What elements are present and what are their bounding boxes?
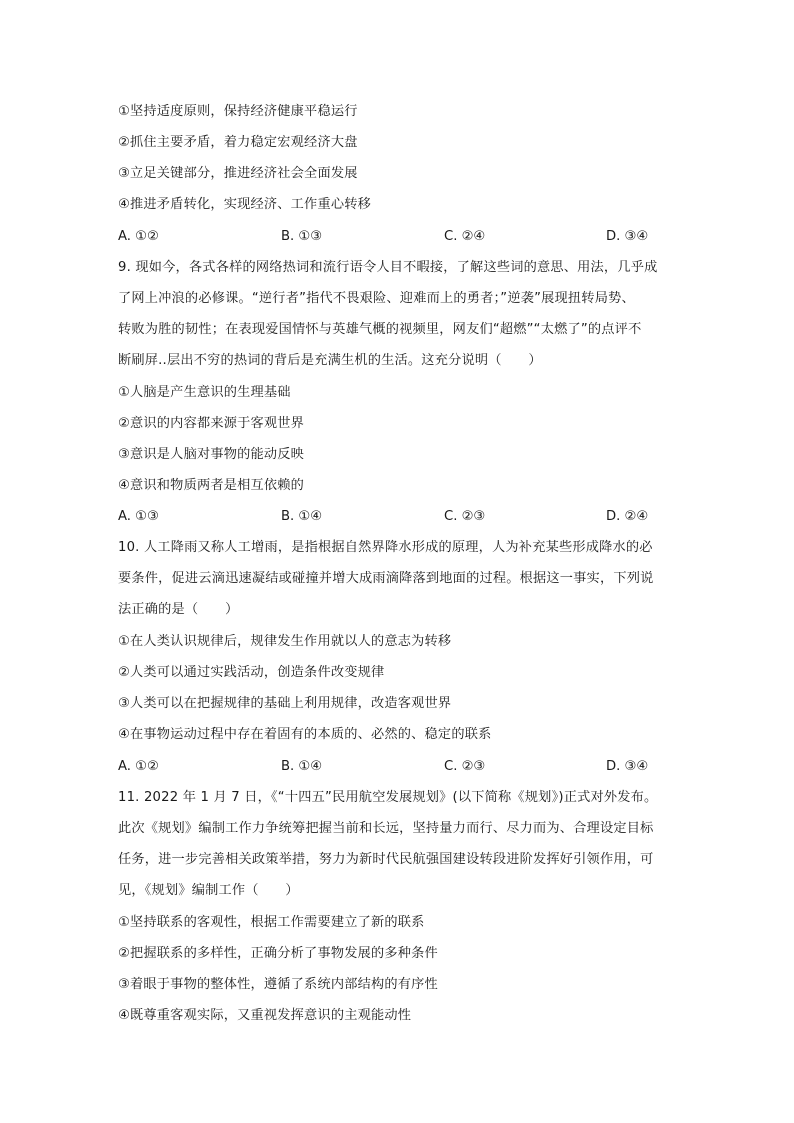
q11-option-3: ③着眼于事物的整体性，遵循了系统内部结构的有序性 (118, 977, 438, 992)
q8-option-3: ③立足关键部分，推进经济社会全面发展 (118, 166, 358, 181)
q9-choice-c: C. ②③ (444, 509, 486, 524)
q9-choice-d: D. ②④ (606, 509, 649, 524)
q9-option-2: ②意识的内容都来源于客观世界 (118, 416, 305, 431)
q8-choice-d: D. ③④ (606, 229, 649, 244)
q10-stem-line-2: 要条件，促进云滴迅速凝结或碰撞并增大成雨滴降落到地面的过程。根据这一事实，下列说 (118, 571, 654, 586)
q9-option-3: ③意识是人脑对事物的能动反映 (118, 447, 305, 462)
q10-option-2: ②人类可以通过实践活动，创造条件改变规律 (118, 665, 385, 680)
q10-choice-a: A. ①② (118, 759, 159, 774)
q9-choices (118, 507, 680, 527)
q10-choices (118, 757, 680, 777)
q9-stem-line-3: 转败为胜的韧性；在表现爱国情怀与英雄气概的视频里，网友们“超燃”“太燃了”的点评不 (118, 322, 642, 337)
q10-option-1: ①在人类认识规律后，规律发生作用就以人的意志为转移 (118, 634, 452, 649)
q11-stem-line-3: 任务，进一步完善相关政策举措，努力为新时代民航强国建设转段进阶发挥好引领作用，可 (118, 852, 654, 867)
q9-choice-b: B. ①④ (281, 509, 323, 524)
q10-choice-c: C. ②③ (444, 759, 486, 774)
q11-option-1: ①坚持联系的客观性，根据工作需要建立了新的联系 (118, 915, 425, 930)
q8-option-2: ②抓住主要矛盾，着力稳定宏观经济大盘 (118, 135, 358, 150)
q8-option-4: ④推进矛盾转化，实现经济、工作重心转移 (118, 197, 371, 212)
q8-option-1: ①坚持适度原则，保持经济健康平稳运行 (118, 104, 358, 119)
q9-stem-line-2: 了网上冲浪的必修课。“逆行者”指代不畏艰险、迎难而上的勇者；”逆袭”展现扭转局势、 (118, 291, 635, 306)
q10-choice-b: B. ①④ (281, 759, 323, 774)
q9-choice-a: A. ①③ (118, 509, 159, 524)
q10-option-3: ③人类可以在把握规律的基础上利用规律，改造客观世界 (118, 696, 452, 711)
q8-choices (118, 227, 680, 247)
q10-stem-line-1: 10. 人工降雨又称人工增雨，是指根据自然界降水形成的原理，人为补充某些形成降水的必 (118, 540, 653, 555)
q10-choice-d: D. ③④ (606, 759, 649, 774)
q11-stem-line-2: 此次《规划》编制工作力争统筹把握当前和长远，坚持量力而行、尽力而为、合理设定目标 (118, 821, 654, 836)
q9-option-1: ①人脑是产生意识的生理基础 (118, 385, 291, 400)
q11-stem-line-1: 11. 2022 年 1 月 7 日，《“十四五”民用航空发展规划》(以下简称《规划》)正式对外发布。 (118, 790, 658, 805)
q8-choice-c: C. ②④ (444, 229, 486, 244)
q8-choice-a: A. ①② (118, 229, 159, 244)
q10-option-4: ④在事物运动过程中存在着固有的本质的、必然的、稳定的联系 (118, 727, 492, 742)
q10-stem-line-3: 法正确的是（ ） (118, 602, 239, 617)
q9-stem-line-1: 9. 现如今，各式各样的网络热词和流行语令人目不暇接，了解这些词的意思、用法，几乎成 (118, 260, 658, 275)
q11-option-2: ②把握联系的多样性，正确分析了事物发展的多种条件 (118, 946, 438, 961)
q9-option-4: ④意识和物质两者是相互依赖的 (118, 478, 305, 493)
q11-option-4: ④既尊重客观实际，又重视发挥意识的主观能动性 (118, 1008, 412, 1023)
q11-stem-line-4: 见，《规划》编制工作（ ） (118, 883, 299, 898)
q8-choice-b: B. ①③ (281, 229, 323, 244)
q9-stem-line-4: 断刷屏..层出不穷的热词的背后是充满生机的生活。这充分说明（ ） (118, 353, 542, 368)
